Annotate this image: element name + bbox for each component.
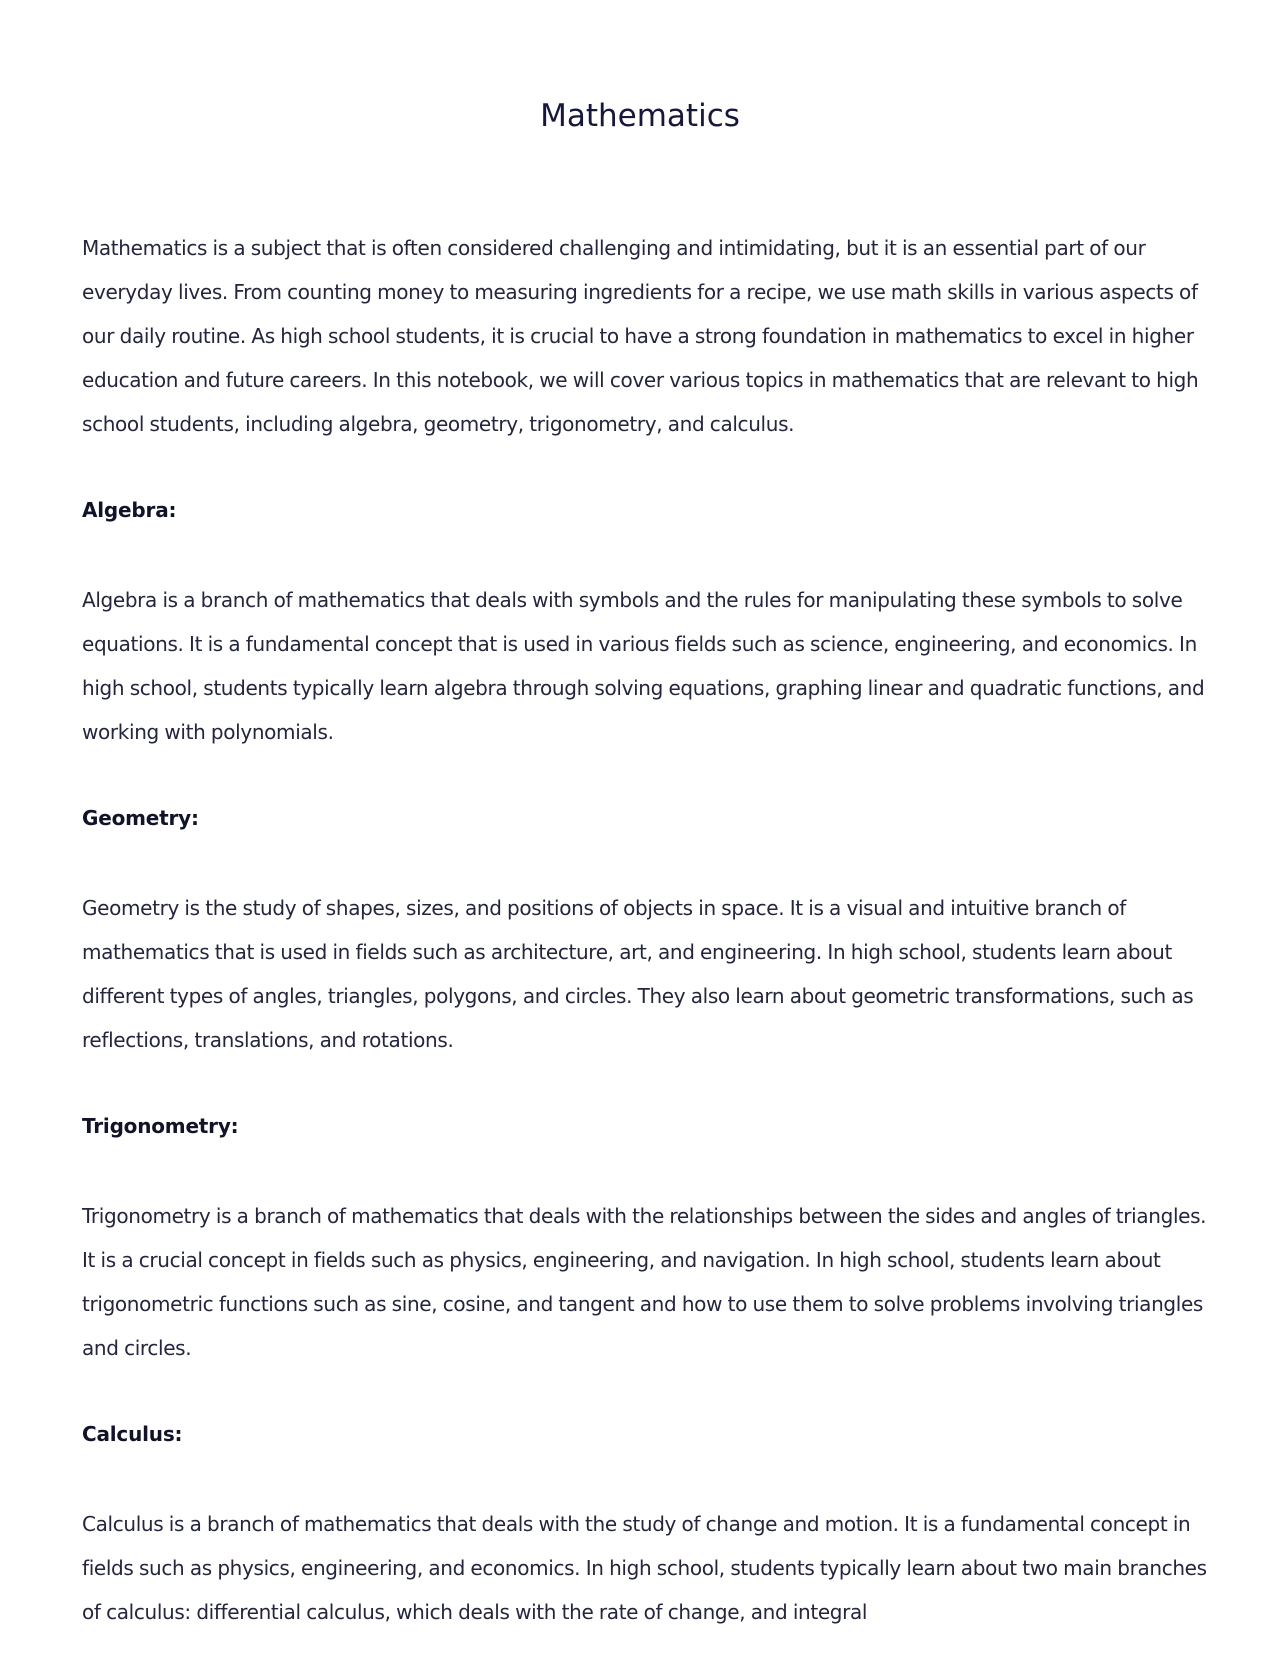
- intro-paragraph: Mathematics is a subject that is often considered challenging and intimidating, but it is an essential part of our everyday lives. From counting money to measuring ingredients for a recipe, we use math skills in various aspects of our daily routine. As high school students, it is crucial to have a strong foundation in mathematics to excel in higher education and future careers. In this notebook, we will cover various topics in mathematics that are relevant to high school students, including algebra, geometry, trigonometry, and calculus.: [82, 236, 1199, 436]
- section-body-geometry: Geometry is the study of shapes, sizes, and positions of objects in space. It is a visual and intuitive branch of mathematics that is used in fields such as architecture, art, and engineering. In high school, students learn about different types of angles, triangles, polygons, and circles. They also learn about geometric transformations, such as reflections, translations, and rotations.: [82, 896, 1194, 1052]
- section-heading-trigonometry: Trigonometry:: [82, 1114, 239, 1138]
- section-heading-calculus: Calculus:: [82, 1422, 183, 1446]
- section-body-algebra: Algebra is a branch of mathematics that deals with symbols and the rules for manipulating these symbols to solve equations. It is a fundamental concept that is used in various fields such as science, engineering, and economics. In high school, students typically learn algebra through solving equations, graphing linear and quadratic functions, and working with polynomials.: [82, 588, 1205, 744]
- section-heading-geometry: Geometry:: [82, 806, 199, 830]
- section-body-calculus: Calculus is a branch of mathematics that deals with the study of change and motion. It is a fundamental concept in fields such as physics, engineering, and economics. In high school, students typically learn about two main branches of calculus: differential calculus, which deals with the rate of change, and integral: [82, 1512, 1207, 1624]
- page-title: Mathematics: [540, 98, 740, 134]
- section-heading-algebra: Algebra:: [82, 498, 177, 522]
- section-body-trigonometry: Trigonometry is a branch of mathematics that deals with the relationships between the sides and angles of triangles. It is a crucial concept in fields such as physics, engineering, and navigation. In high school, students learn about trigonometric functions such as sine, cosine, and tangent and how to use them to solve problems involving triangles and circles.: [82, 1204, 1207, 1360]
